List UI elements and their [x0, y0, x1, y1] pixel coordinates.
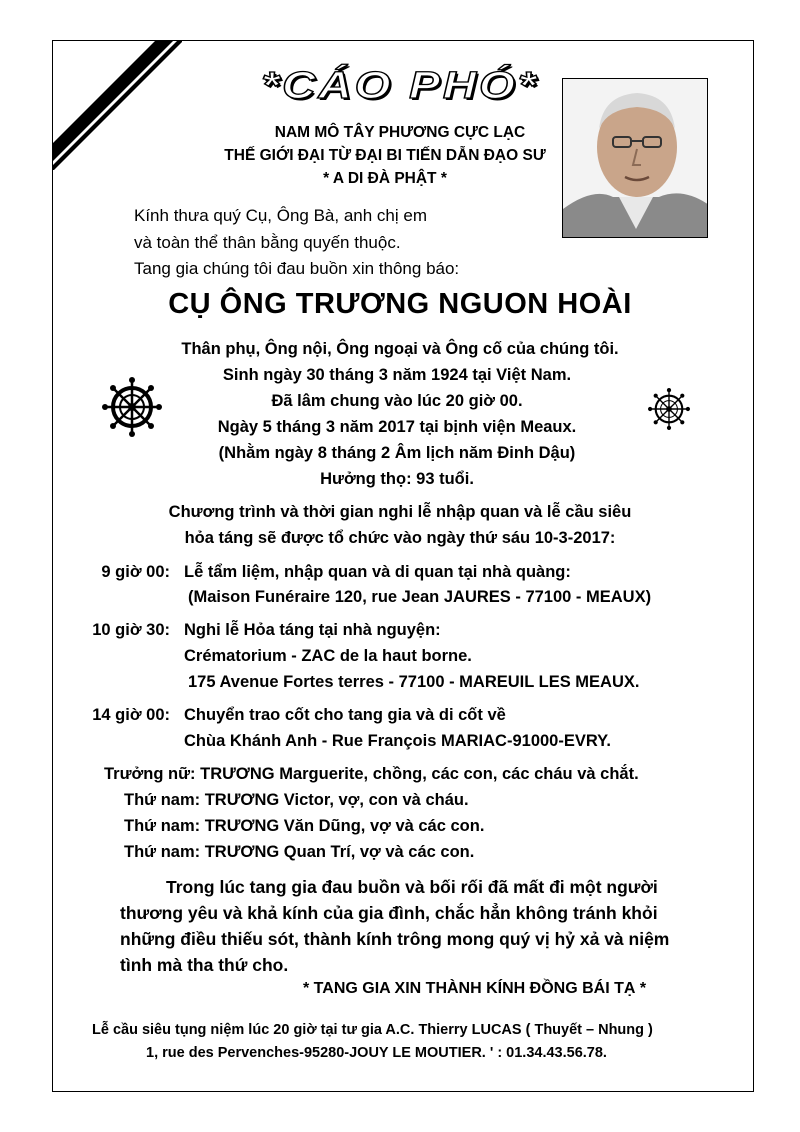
closing-line-1: Trong lúc tang gia đau buồn và bối rối đã mất đi một người: [166, 877, 658, 897]
detail-line-5: (Nhằm ngày 8 tháng 2 Âm lịch năm Đinh Dậu): [218, 444, 576, 462]
schedule-item-3: [0, 706, 800, 756]
closing-line-3: những điều thiếu sót, thành kính trông mong quý vị hỷ xả và niệm: [120, 929, 670, 949]
family-line-3: Thứ nam: TRƯƠNG Văn Dũng, vợ và các con.: [124, 817, 485, 835]
intro-line-3: Tang gia chúng tôi đau buồn xin thông báo:: [134, 259, 460, 278]
closing-line-2: thương yêu và khả kính của gia đình, chắc hẳn không tránh khỏi: [120, 903, 658, 923]
prayer-line-2: THẾ GIỚI ĐẠI TỪ ĐẠI BI TIẾN DẪN ĐẠO SƯ: [224, 147, 546, 164]
closing-line-4: tình mà tha thứ cho.: [120, 955, 289, 975]
footer-line-2: 1, rue des Pervenches-95280-JOUY LE MOUTIER. ' : 01.34.43.56.78.: [146, 1045, 607, 1061]
deceased-name: CỤ ÔNG TRƯƠNG NGUON HOÀI: [168, 288, 632, 320]
schedule-line: (Maison Funéraire 120, rue Jean JAURES - 77100 - MEAUX): [188, 588, 652, 606]
family-line-1: Trưởng nữ: TRƯƠNG Marguerite, chồng, các con, các cháu và chắt.: [104, 765, 639, 783]
schedule-item-2: [0, 621, 800, 697]
schedule-line: Lễ tẩm liệm, nhập quan và di quan tại nhà quàng:: [184, 563, 571, 581]
detail-line-1: Thân phụ, Ông nội, Ông ngoại và Ông cố của chúng tôi.: [181, 340, 619, 358]
prayer-line-3: * A DI ĐÀ PHẬT *: [323, 170, 447, 187]
intro-line-1: Kính thưa quý Cụ, Ông Bà, anh chị em: [134, 206, 427, 225]
schedule-line: Chuyển trao cốt cho tang gia và di cốt về: [184, 706, 506, 724]
footer-line-1: Lễ cầu siêu tụng niệm lúc 20 giờ tại tư gia A.C. Thierry LUCAS ( Thuyết – Nhung ): [92, 1022, 653, 1038]
schedule-line: Crématorium - ZAC de la haut borne.: [184, 647, 472, 665]
schedule-item-1: [0, 563, 800, 613]
prayer-line-1: NAM MÔ TÂY PHƯƠNG CỰC LẠC: [274, 124, 526, 141]
detail-line-3: Đã lâm chung vào lúc 20 giờ 00.: [271, 392, 523, 410]
schedule-line: Nghi lễ Hỏa táng tại nhà nguyện:: [184, 621, 441, 639]
thanks-line: * TANG GIA XIN THÀNH KÍNH ĐỒNG BÁI TẠ *: [303, 980, 647, 997]
schedule-time: 9 giờ 00:: [101, 563, 170, 581]
program-intro-line-1: Chương trình và thời gian nghi lễ nhập quan và lễ cầu siêu: [168, 503, 632, 521]
schedule-time: 14 giờ 00:: [92, 706, 170, 724]
dharma-wheel-icon-right: [648, 388, 690, 430]
program-intro-line-2: hỏa táng sẽ được tổ chức vào ngày thứ sáu 10-3-2017:: [184, 529, 616, 547]
family-line-4: Thứ nam: TRƯƠNG Quan Trí, vợ và các con.: [124, 843, 475, 861]
schedule-time: 10 giờ 30:: [92, 621, 170, 639]
schedule-line: 175 Avenue Fortes terres - 77100 - MAREUIL LES MEAUX.: [188, 673, 640, 691]
detail-line-2: Sinh ngày 30 tháng 3 năm 1924 tại Việt Nam.: [222, 366, 572, 384]
dharma-wheel-icon-left: [102, 377, 162, 437]
schedule-line: Chùa Khánh Anh - Rue François MARIAC-91000-EVRY.: [184, 732, 611, 750]
detail-line-4: Ngày 5 tháng 3 năm 2017 tại bịnh viện Meaux.: [217, 418, 577, 436]
intro-line-2: và toàn thể thân bằng quyến thuộc.: [134, 233, 401, 252]
detail-line-6: Hưởng thọ: 93 tuổi.: [320, 470, 474, 488]
page-title: *CÁO PHÓ*: [261, 63, 539, 107]
family-line-2: Thứ nam: TRƯƠNG Victor, vợ, con và cháu.: [124, 791, 469, 809]
